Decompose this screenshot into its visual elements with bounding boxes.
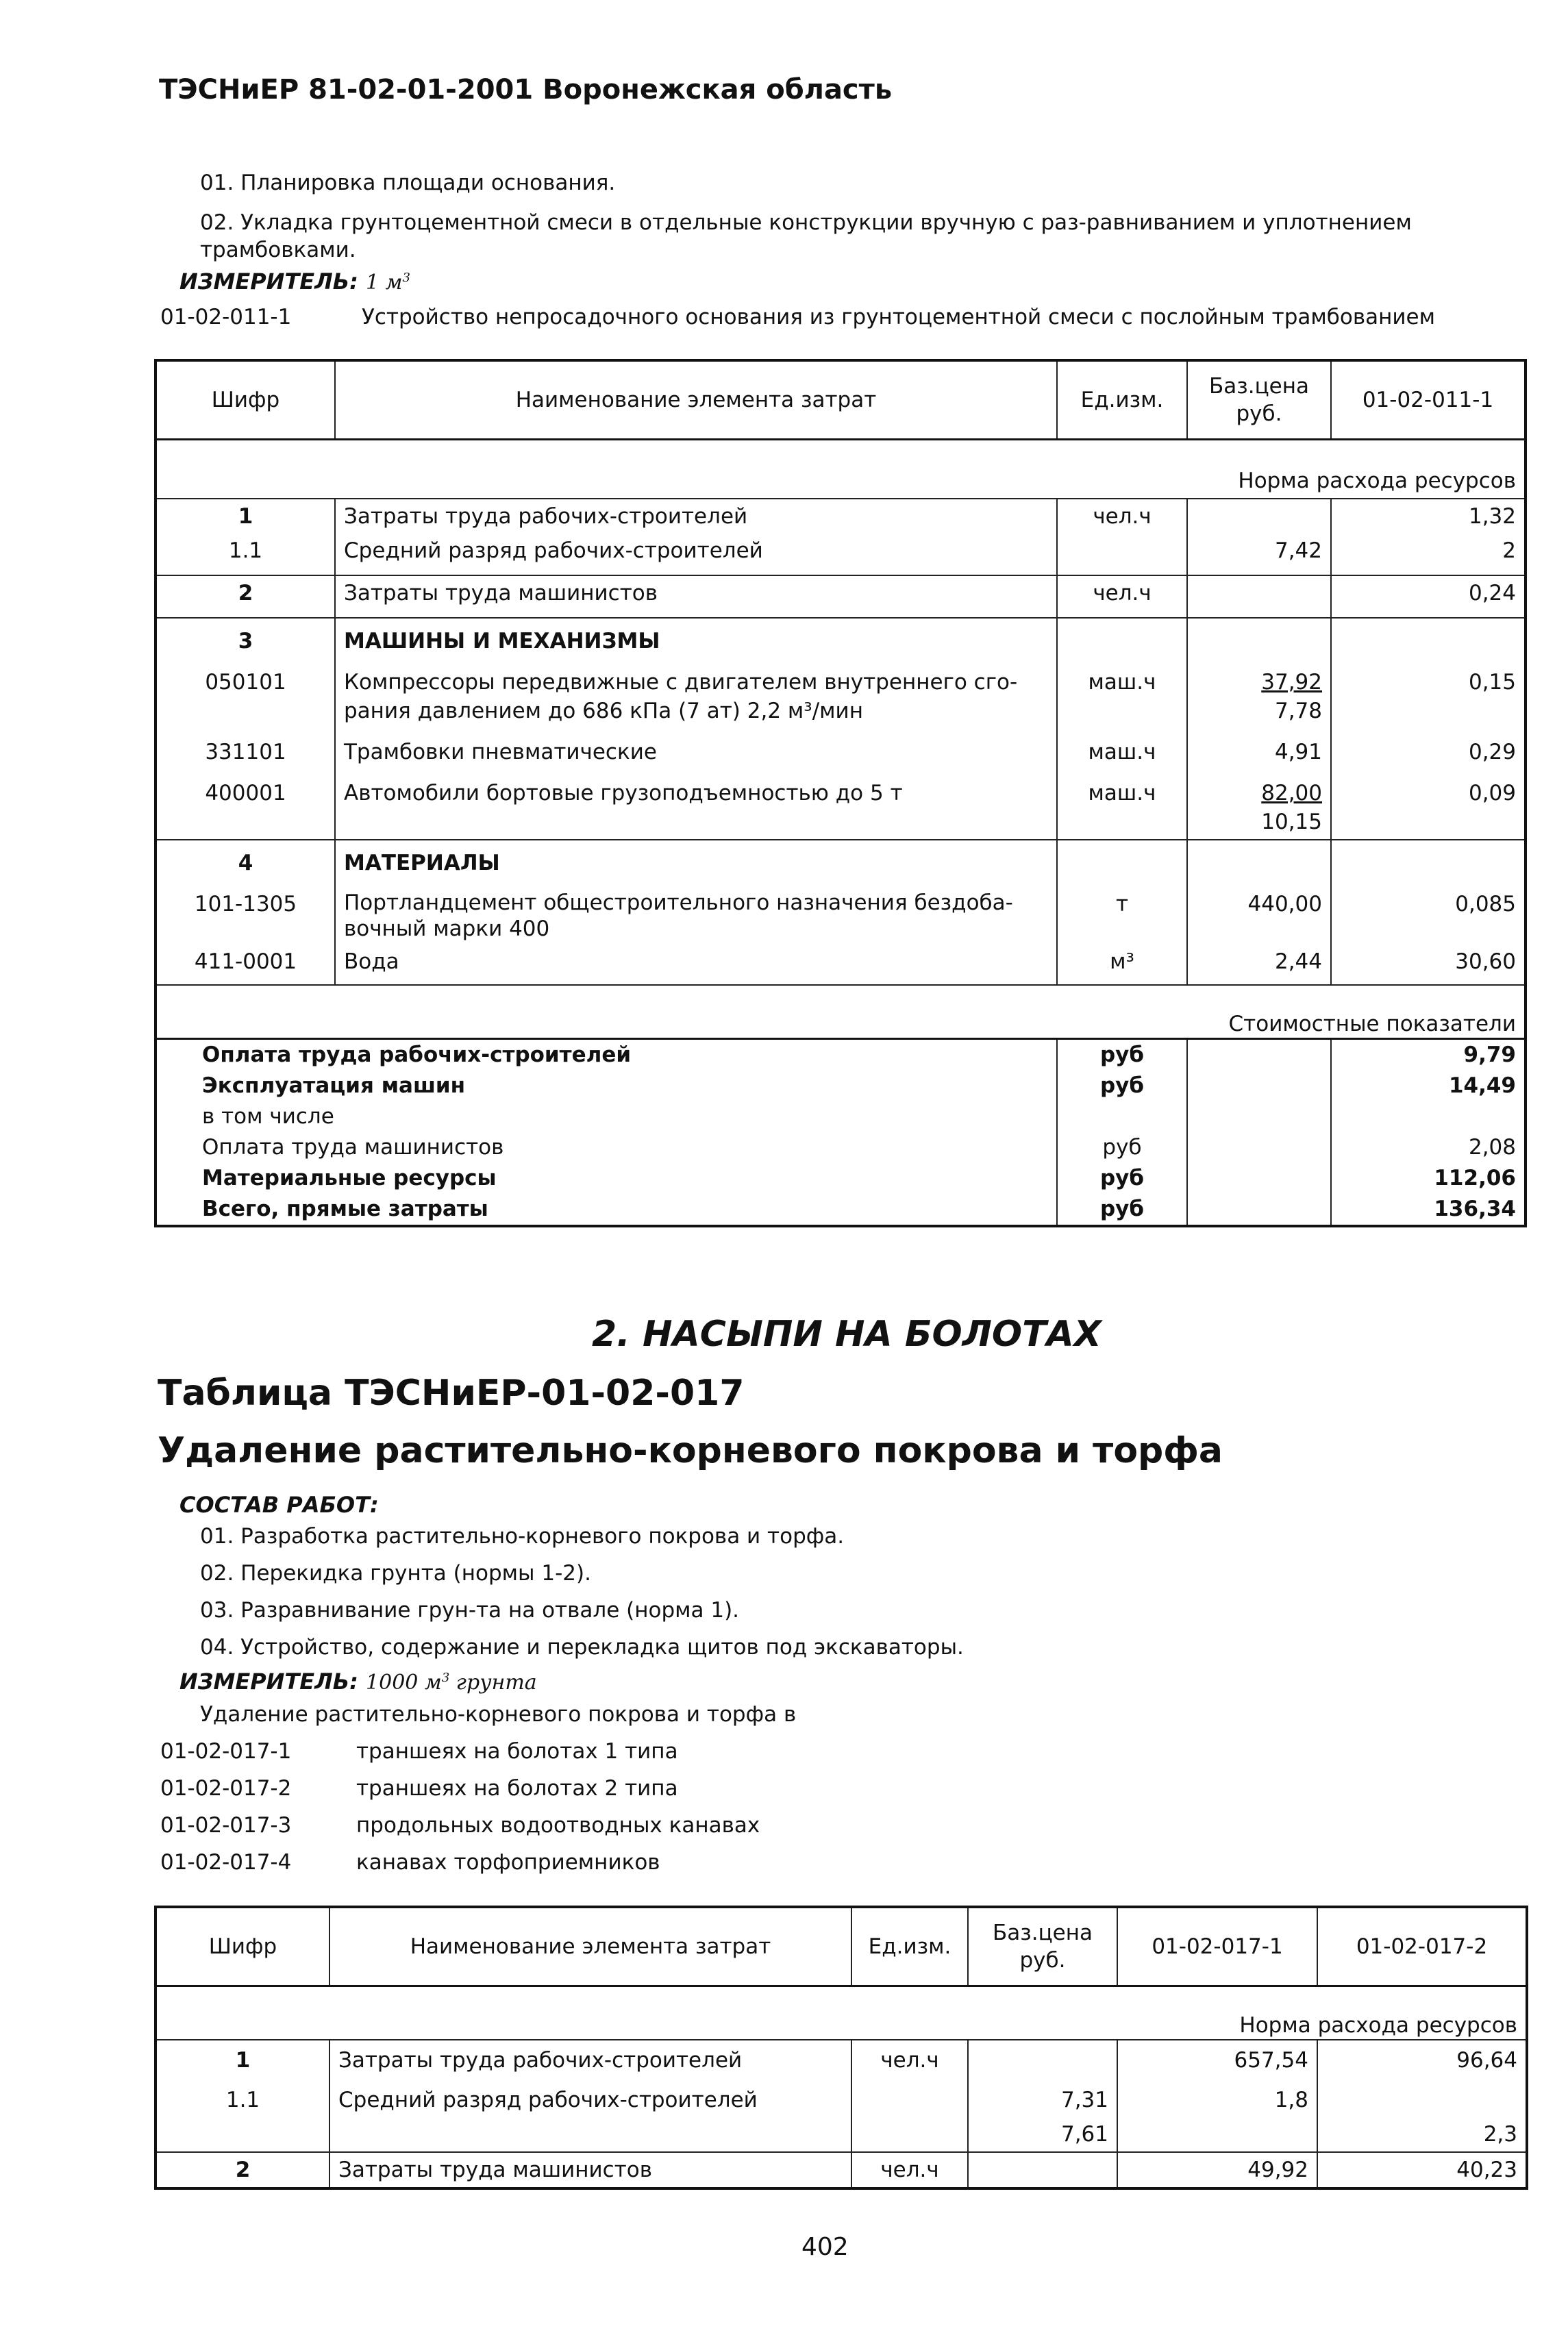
measure-line: [179, 1669, 537, 1695]
work-item: 01. Разработка растительно-корневого покрова и торфа.: [200, 1524, 845, 1549]
cost-name: Оплата труда машинистов: [155, 1132, 1057, 1163]
cost-name: Всего, прямые затраты: [155, 1194, 1057, 1226]
cost-unit: руб: [1057, 1039, 1187, 1071]
table-row: [155, 2117, 1527, 2152]
row-price: [1187, 575, 1331, 618]
table-row: [155, 728, 1526, 769]
table-row: [155, 769, 1526, 840]
row-value: 2: [1331, 534, 1526, 575]
row-name: МАТЕРИАЛЫ: [335, 840, 1057, 880]
row-price: 7,42: [1187, 534, 1331, 575]
row-unit: [851, 2117, 968, 2152]
measure-label: ИЗМЕРИТЕЛЬ:: [179, 1669, 358, 1695]
table-row: [155, 840, 1526, 880]
table-row: [155, 618, 1526, 658]
row-price: [968, 2040, 1117, 2077]
row-name: МАШИНЫ И МЕХАНИЗМЫ: [335, 618, 1057, 658]
col-header: Баз.цена руб.: [968, 1907, 1117, 1986]
work-item: 01. Планировка площади основания.: [200, 171, 616, 195]
row-value: 49,92: [1117, 2152, 1317, 2188]
row-unit: маш.ч: [1057, 728, 1187, 769]
cost-row: [155, 1132, 1526, 1163]
row-code: 400001: [155, 769, 335, 840]
col-header: Ед.изм.: [1057, 360, 1187, 440]
row-unit: маш.ч: [1057, 769, 1187, 840]
row-price: 37,92 7,78: [1187, 658, 1331, 728]
table-header-row: [155, 360, 1526, 440]
row-code: 101-1305: [155, 880, 335, 945]
row-name: Затраты труда рабочих-строителей: [329, 2040, 851, 2077]
row-unit: маш.ч: [1057, 658, 1187, 728]
row-code: 1.1: [155, 2077, 329, 2117]
col-header: Ед.изм.: [851, 1907, 968, 1986]
col-header: Наименование элемента затрат: [335, 360, 1057, 440]
row-code: 331101: [155, 728, 335, 769]
table-row: [155, 945, 1526, 985]
row-code: 1: [155, 2040, 329, 2077]
row-name: [329, 2117, 851, 2152]
col-header: Шифр: [155, 1907, 329, 1986]
row-value: 2,3: [1317, 2117, 1527, 2152]
row-value: 40,23: [1317, 2152, 1527, 2188]
cost-caption: Стоимостные показатели: [155, 985, 1526, 1039]
table-row: [155, 2077, 1527, 2117]
cost-row: [155, 1039, 1526, 1071]
row-code: 411-0001: [155, 945, 335, 985]
cost-caption-row: [155, 985, 1526, 1039]
row-unit: т: [1057, 880, 1187, 945]
work-item-cont: трамбовками.: [200, 238, 356, 262]
table-row: [155, 575, 1526, 618]
col-header: 01-02-011-1: [1331, 360, 1526, 440]
measure-unit: 1000 $м^3$ грунта: [366, 1671, 537, 1695]
cost-value: 9,79: [1331, 1039, 1526, 1071]
row-price: 440,00: [1187, 880, 1331, 945]
row-value: 96,64: [1317, 2040, 1527, 2077]
col-header: Шифр: [155, 360, 335, 440]
row-code: 4: [155, 840, 335, 880]
cost-unit: [1057, 1101, 1187, 1132]
cost-row: [155, 1071, 1526, 1101]
cost-row: [155, 1163, 1526, 1194]
row-unit: чел.ч: [1057, 575, 1187, 618]
norm-description: траншеях на болотах 2 типа: [356, 1776, 678, 1801]
norm-code: 01-02-011-1: [160, 305, 292, 329]
table-header-row: [155, 1907, 1527, 1986]
cost-value: 136,34: [1331, 1194, 1526, 1226]
resource-table-017: [154, 1906, 1528, 2190]
norm-code: 01-02-017-3: [160, 1813, 292, 1838]
norm-description: канавах торфоприемников: [356, 1850, 660, 1875]
table-title: Таблица ТЭСНиЕР-01-02-017: [158, 1373, 745, 1414]
row-value: 0,29: [1331, 728, 1526, 769]
norm-caption-row: [155, 440, 1526, 499]
norm-code: 01-02-017-4: [160, 1850, 292, 1875]
section-title: 2. НАСЫПИ НА БОЛОТАХ: [592, 1314, 1102, 1355]
row-price: [1187, 499, 1331, 534]
cost-name: Эксплуатация машин: [155, 1071, 1057, 1101]
row-name: Затраты труда машинистов: [335, 575, 1057, 618]
cost-row: [155, 1101, 1526, 1132]
measure-label: ИЗМЕРИТЕЛЬ:: [179, 269, 358, 295]
cost-unit: руб: [1057, 1163, 1187, 1194]
cost-unit: руб: [1057, 1132, 1187, 1163]
row-code: 2: [155, 575, 335, 618]
col-header: Наименование элемента затрат: [329, 1907, 851, 1986]
row-name: Средний разряд рабочих-строителей: [329, 2077, 851, 2117]
row-unit: чел.ч: [851, 2040, 968, 2077]
row-name: Трамбовки пневматические: [335, 728, 1057, 769]
work-item: 04. Устройство, содержание и перекладка щитов под экскаваторы.: [200, 1635, 964, 1660]
row-unit: чел.ч: [1057, 499, 1187, 534]
cost-name: Материальные ресурсы: [155, 1163, 1057, 1194]
norm-description: продольных водоотводных канавах: [356, 1813, 760, 1838]
norm-description: Устройство непросадочного основания из грунтоцементной смеси с послойным трамбованием: [362, 305, 1436, 329]
row-price: [968, 2152, 1117, 2188]
table-row: [155, 2040, 1527, 2077]
row-unit: [1057, 534, 1187, 575]
row-price: 7,31: [968, 2077, 1117, 2117]
cost-value: 14,49: [1331, 1071, 1526, 1101]
row-value: 1,8: [1117, 2077, 1317, 2117]
work-item: 03. Разравнивание грун-та на отвале (норма 1).: [200, 1598, 740, 1623]
row-unit: чел.ч: [851, 2152, 968, 2188]
page-number: 402: [801, 2233, 849, 2261]
row-unit: м³: [1057, 945, 1187, 985]
row-code: 1: [155, 499, 335, 534]
row-value: 0,09: [1331, 769, 1526, 840]
norm-caption: Норма расхода ресурсов: [155, 1986, 1527, 2040]
row-price: 7,61: [968, 2117, 1117, 2152]
running-header: ТЭСНиЕР 81-02-01-2001 Воронежская область: [159, 74, 893, 105]
measure-unit: 1 $м^3$: [366, 271, 410, 295]
row-value: 30,60: [1331, 945, 1526, 985]
table-subject: Удаление растительно-корневого покрова и торфа: [158, 1430, 1223, 1471]
table-row: [155, 534, 1526, 575]
row-value: [1117, 2117, 1317, 2152]
row-price: 82,00 10,15: [1187, 769, 1331, 840]
row-price: 2,44: [1187, 945, 1331, 985]
table-row: [155, 499, 1526, 534]
row-value: 0,15: [1331, 658, 1526, 728]
row-name: Компрессоры передвижные с двигателем внутреннего сго- рания давлением до 686 кПа (7 ат) 2,2 м³/мин: [335, 658, 1057, 728]
cost-value: 2,08: [1331, 1132, 1526, 1163]
row-value: [1317, 2077, 1527, 2117]
measure-line: [179, 269, 410, 295]
norm-code: 01-02-017-1: [160, 1739, 292, 1764]
resource-table-011: [154, 359, 1527, 1227]
col-header: Баз.цена руб.: [1187, 360, 1331, 440]
cost-unit: руб: [1057, 1071, 1187, 1101]
row-code: 1.1: [155, 534, 335, 575]
cost-name: в том числе: [155, 1101, 1057, 1132]
row-code: 2: [155, 2152, 329, 2188]
row-name: Автомобили бортовые грузоподъемностью до 5 т: [335, 769, 1057, 840]
norm-description: траншеях на болотах 1 типа: [356, 1739, 678, 1764]
norm-caption-row: [155, 1986, 1527, 2040]
row-value: 1,32: [1331, 499, 1526, 534]
cost-row: [155, 1194, 1526, 1226]
work-item: 02. Перекидка грунта (нормы 1-2).: [200, 1561, 591, 1586]
row-price: 4,91: [1187, 728, 1331, 769]
row-value: 0,24: [1331, 575, 1526, 618]
norm-code: 01-02-017-2: [160, 1776, 292, 1801]
works-label: СОСТАВ РАБОТ:: [179, 1492, 379, 1518]
table-row: [155, 2152, 1527, 2188]
row-name: Затраты труда рабочих-строителей: [335, 499, 1057, 534]
row-code: 3: [155, 618, 335, 658]
table-row: [155, 658, 1526, 728]
row-name: Средний разряд рабочих-строителей: [335, 534, 1057, 575]
row-name: Затраты труда машинистов: [329, 2152, 851, 2188]
row-value: 657,54: [1117, 2040, 1317, 2077]
row-value: 0,085: [1331, 880, 1526, 945]
col-header: 01-02-017-2: [1317, 1907, 1527, 1986]
table-row: [155, 880, 1526, 945]
cost-unit: руб: [1057, 1194, 1187, 1226]
row-name: Портландцемент общестроительного назначения бездоба- вочный марки 400: [335, 880, 1057, 945]
cost-name: Оплата труда рабочих-строителей: [155, 1039, 1057, 1071]
row-unit: [851, 2077, 968, 2117]
norm-caption: Норма расхода ресурсов: [155, 440, 1526, 499]
col-header: 01-02-017-1: [1117, 1907, 1317, 1986]
cost-value: [1331, 1101, 1526, 1132]
row-code: 050101: [155, 658, 335, 728]
row-name: Вода: [335, 945, 1057, 985]
work-item: 02. Укладка грунтоцементной смеси в отдельные конструкции вручную с раз-равниванием и уплотнением: [200, 210, 1412, 235]
norm-intro: Удаление растительно-корневого покрова и торфа в: [200, 1702, 797, 1727]
cost-value: 112,06: [1331, 1163, 1526, 1194]
row-code: [155, 2117, 329, 2152]
